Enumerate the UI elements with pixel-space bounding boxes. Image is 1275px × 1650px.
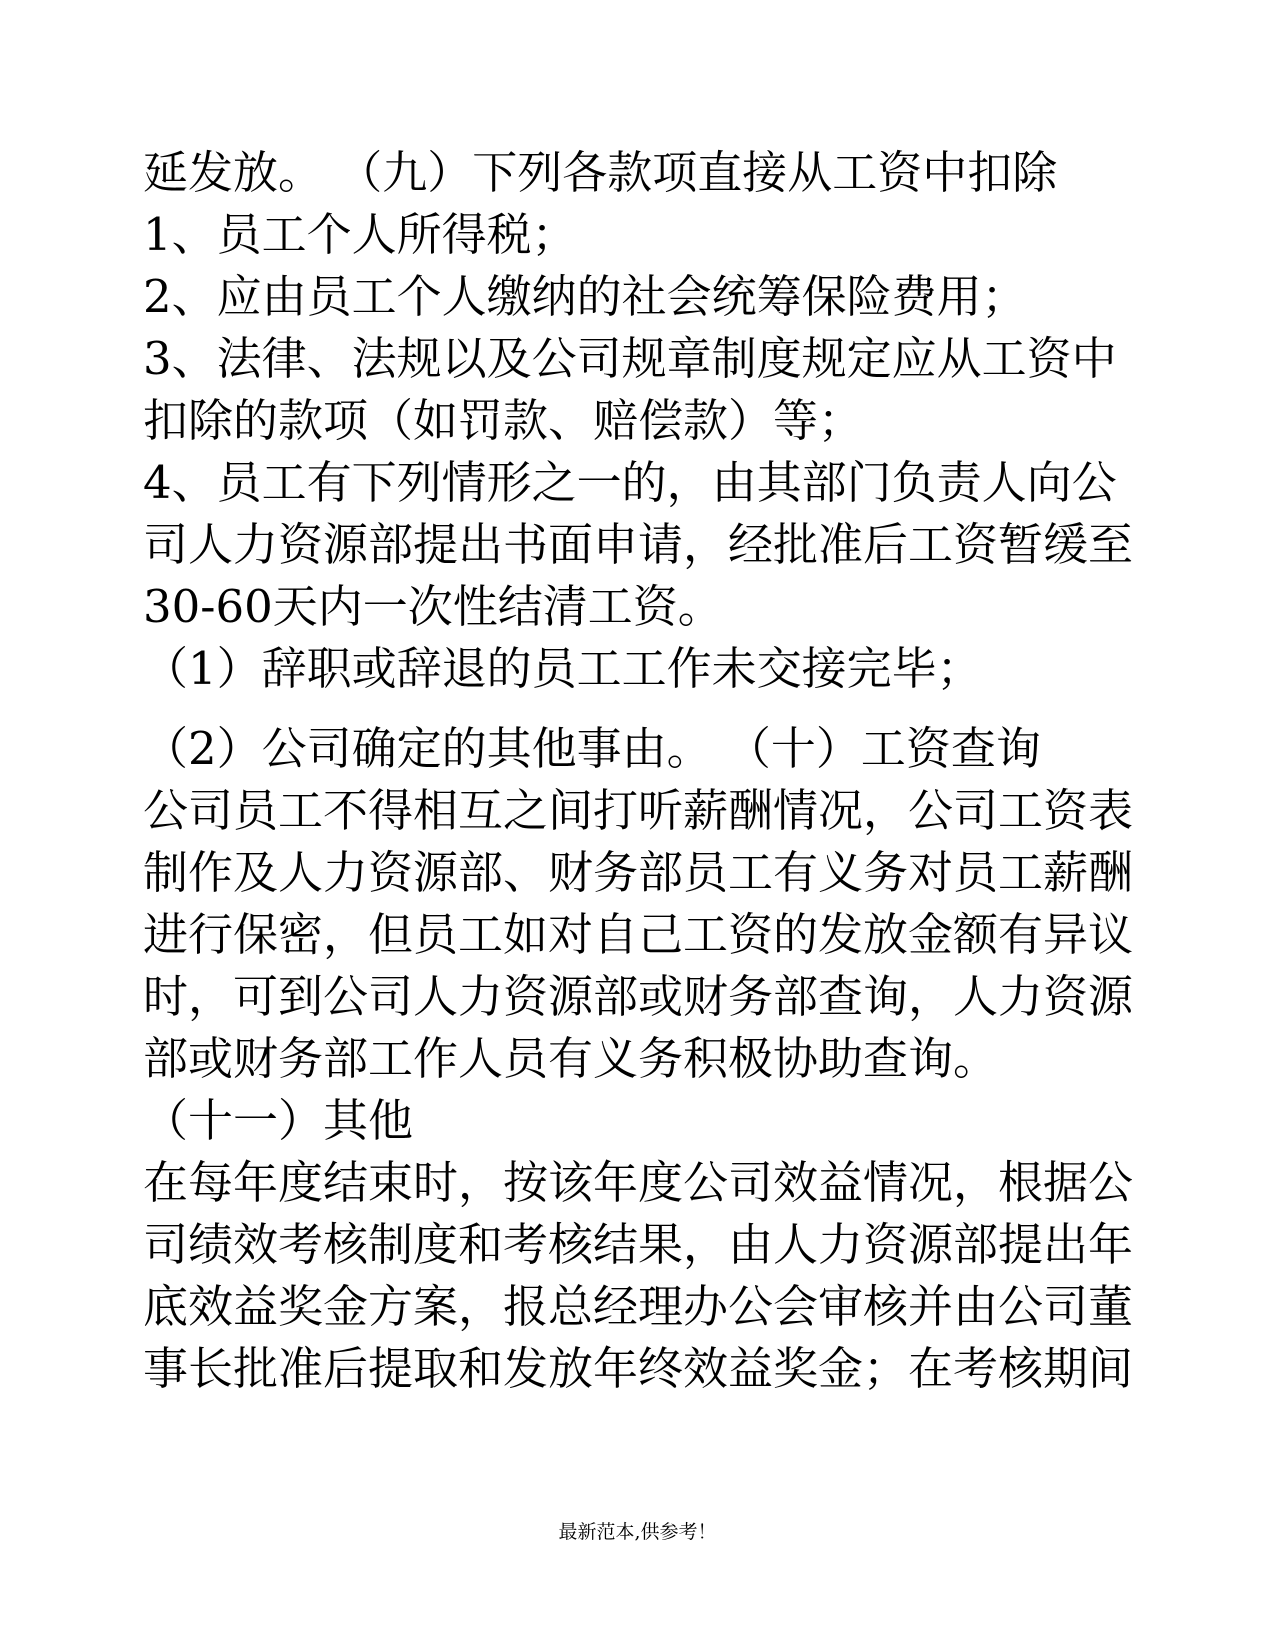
page-footer: 最新范本,供参考！: [558, 1521, 717, 1543]
text-line-9: （1）辞职或辞退的员工工作未交接完毕；: [143, 642, 982, 695]
text-line-15: 部或财务部工作人员有义务积极协助查询。: [143, 1032, 999, 1085]
text-line-20: 事长批准后提取和发放年终效益奖金；在考核期间: [143, 1342, 1134, 1395]
text-line-13: 进行保密，但员工如对自己工资的发放金额有异议: [143, 908, 1134, 961]
text-line-14: 时，可到公司人力资源部或财务部查询，人力资源: [143, 970, 1134, 1023]
text-line-8: 30-60天内一次性结清工资。: [143, 580, 723, 633]
text-line-11: 公司员工不得相互之间打听薪酬情况，公司工资表: [143, 784, 1134, 837]
text-line-2: 1、员工个人所得税；: [143, 208, 577, 261]
text-line-6: 4、员工有下列情形之一的，由其部门负责人向公: [143, 456, 1117, 509]
text-line-7: 司人力资源部提出书面申请，经批准后工资暂缓至: [143, 518, 1134, 571]
text-line-10: （2）公司确定的其他事由。 （十）工资查询: [143, 722, 1041, 775]
text-line-17: 在每年度结束时，按该年度公司效益情况，根据公: [143, 1156, 1134, 1209]
text-line-3: 2、应由员工个人缴纳的社会统筹保险费用；: [143, 270, 1027, 323]
text-line-19: 底效益奖金方案，报总经理办公会审核并由公司董: [143, 1280, 1134, 1333]
text-line-12: 制作及人力资源部、财务部员工有义务对员工薪酬: [143, 846, 1134, 899]
text-line-5: 扣除的款项（如罚款、赔偿款）等；: [143, 394, 864, 447]
text-line-18: 司绩效考核制度和考核结果，由人力资源部提出年: [143, 1218, 1134, 1271]
text-line-4: 3、法律、法规以及公司规章制度规定应从工资中: [143, 332, 1117, 385]
text-line-16: （十一）其他: [143, 1094, 414, 1147]
text-line-1: 延发放。 （九）下列各款项直接从工资中扣除: [143, 146, 1058, 199]
